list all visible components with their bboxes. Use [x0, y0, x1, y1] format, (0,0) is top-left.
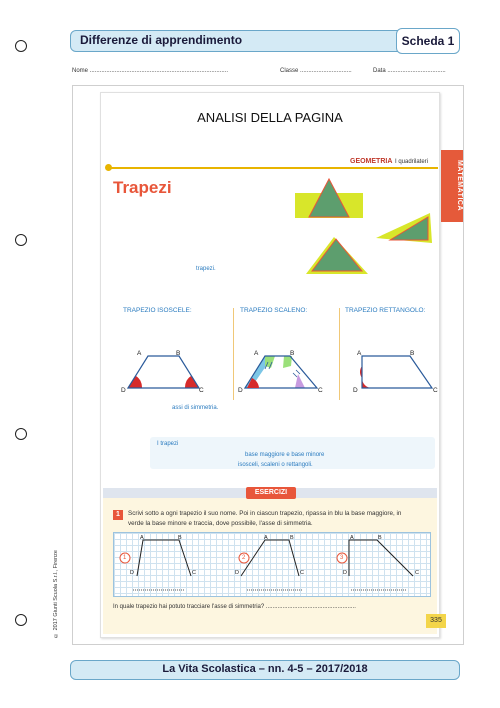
side-tab-label: MATEMATICA [456, 160, 463, 212]
vertex-label-d: D [121, 387, 126, 394]
page-number: 335 [426, 614, 446, 628]
scalene-trapezoid [235, 348, 330, 398]
grid-label-a: A [264, 535, 268, 541]
vertex-label-b: B [290, 350, 295, 357]
grid-label-b: B [178, 535, 182, 541]
vertex-label-b: B [176, 350, 181, 357]
grid-trapezoids [113, 532, 431, 597]
copyright-text: © 2017 Giunti Scuola S.r.l., Firenze [53, 550, 59, 638]
grid-label-a: A [350, 535, 354, 541]
right-trapezoid [350, 348, 440, 398]
vertex-label-c: C [433, 387, 438, 394]
class-field: Classe ............................... [280, 68, 352, 74]
page-heading: ANALISI DELLA PAGINA [197, 110, 343, 125]
vertex-label-a: A [357, 350, 362, 357]
grid-label-c: C [192, 570, 196, 576]
section-rule [108, 167, 438, 169]
exercise-question: In quale trapezio hai potuto tracciare l'asse di simmetria? ...................................................... [113, 604, 356, 610]
grid-label-b: B [290, 535, 294, 541]
vertex-label-d: D [238, 387, 243, 394]
figure-number-2: 2 [242, 555, 246, 561]
column-divider [339, 308, 340, 400]
definition-line-1: I trapezi [157, 441, 179, 447]
trapezi-word: trapezi. [196, 266, 216, 272]
subject-tag: GEOMETRIA [350, 158, 393, 165]
column-divider [233, 308, 234, 400]
grid-label-d: D [235, 570, 239, 576]
exercise-tab: ESERCIZI [246, 487, 296, 499]
grid-label-a: A [140, 535, 144, 541]
grid-label-d: D [130, 570, 134, 576]
vertex-label-a: A [137, 350, 142, 357]
scheda-badge: Scheda 1 [396, 28, 460, 54]
figure-number-1: 1 [123, 555, 127, 561]
assi-text: assi di simmetria. [172, 405, 219, 411]
header-title: Differenze di apprendimento [80, 33, 243, 47]
label-scaleno: TRAPEZIO SCALENO: [240, 307, 308, 314]
grid-label-d: D [343, 570, 347, 576]
figure-number-3: 3 [340, 555, 344, 561]
name-field: Nome ................................................................................... [72, 68, 229, 74]
footer-text: La Vita Scolastica – nn. 4-5 – 2017/2018 [162, 663, 368, 675]
section-title: Trapezi [113, 178, 172, 197]
vertex-label-b: B [410, 350, 415, 357]
exercise-number: 1 [113, 510, 123, 520]
label-rettangolo: TRAPEZIO RETTANGOLO: [345, 307, 426, 314]
subject-subtitle: I quadrilateri [395, 159, 429, 165]
section-rule-dot [105, 164, 112, 171]
binder-hole [15, 428, 27, 440]
binder-hole [15, 234, 27, 246]
exercise-instruction: Scrivi sotto a ogni trapezio il suo nome. Poi in ciascun trapezio, ripassa in blu la base maggiore, in verde la base minore e traccia, dove possibile, l'asse di simmetria. [128, 510, 402, 527]
label-isoscele: TRAPEZIO ISOSCELE: [123, 307, 192, 314]
grid-label-c: C [300, 570, 304, 576]
vertex-label-c: C [199, 387, 204, 394]
vertex-label-d: D [353, 387, 358, 394]
vertex-label-a: A [254, 350, 259, 357]
definition-line-3: isosceli, scaleni o rettangoli. [238, 462, 313, 468]
definition-line-2: base maggiore e base minore [245, 452, 325, 458]
binder-hole [15, 40, 27, 52]
grid-label-b: B [378, 535, 382, 541]
binder-hole [15, 614, 27, 626]
triangles-illustration [290, 175, 440, 275]
date-field: Data ................................... [373, 68, 446, 74]
grid-label-c: C [415, 570, 419, 576]
vertex-label-c: C [318, 387, 323, 394]
